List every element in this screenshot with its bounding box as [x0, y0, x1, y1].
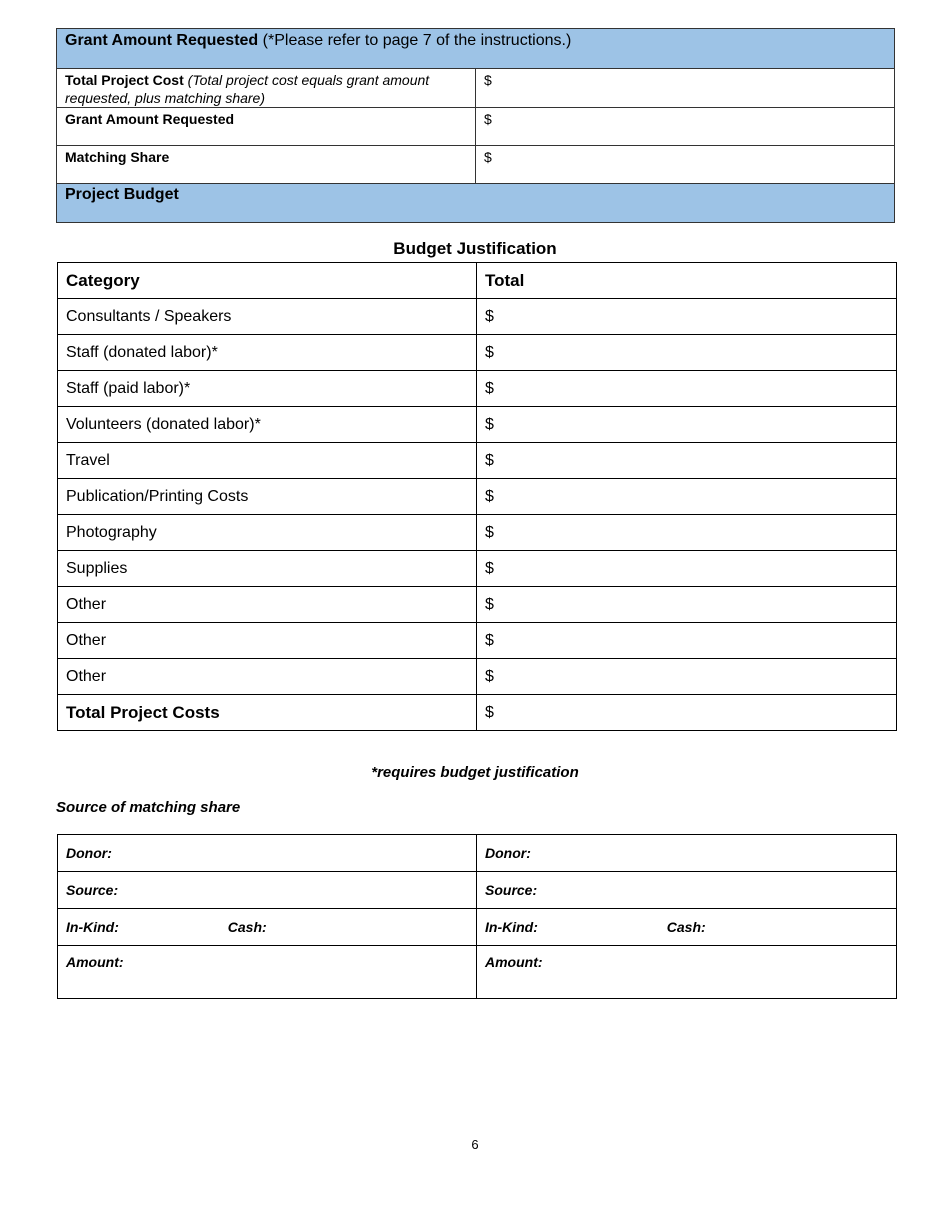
grant-header-note: (*Please refer to page 7 of the instructions.): [262, 32, 572, 49]
donor-field-2[interactable]: Donor:: [477, 835, 897, 872]
budget-footnote: *requires budget justification: [371, 764, 579, 781]
grant-amount-requested-field[interactable]: $: [476, 108, 895, 146]
source-field-2[interactable]: Source:: [477, 872, 897, 909]
category-cell: Other: [58, 659, 477, 695]
total-project-costs-field[interactable]: $: [477, 695, 897, 731]
page-number: 6: [471, 1137, 479, 1152]
total-field[interactable]: $: [477, 443, 897, 479]
total-field[interactable]: $: [477, 407, 897, 443]
category-cell: Photography: [58, 515, 477, 551]
table-row: [58, 515, 897, 551]
total-project-cost-note: (Total project cost equals grant amount requested, plus matching share): [65, 72, 430, 106]
total-field[interactable]: $: [477, 623, 897, 659]
inkind-label: In-Kind:: [485, 919, 538, 935]
total-project-costs-label: Total Project Costs: [58, 695, 477, 731]
amount-field-1[interactable]: Amount:: [58, 946, 477, 999]
category-cell: Consultants / Speakers: [58, 299, 477, 335]
cash-label: Cash:: [666, 919, 706, 935]
donor-field-1[interactable]: Donor:: [58, 835, 477, 872]
category-header: Category: [58, 263, 477, 299]
total-field[interactable]: $: [477, 587, 897, 623]
table-row: [58, 479, 897, 515]
category-cell: Staff (donated labor)*: [58, 335, 477, 371]
table-row: [58, 587, 897, 623]
source-field-1[interactable]: Source:: [58, 872, 477, 909]
inkind-label: In-Kind:: [66, 919, 119, 935]
total-field[interactable]: $: [477, 335, 897, 371]
total-field[interactable]: $: [477, 659, 897, 695]
grant-amount-requested-label: Grant Amount Requested: [57, 108, 476, 146]
category-cell: Publication/Printing Costs: [58, 479, 477, 515]
matching-share-table: [57, 834, 897, 999]
grant-header-title: Grant Amount Requested: [65, 32, 259, 49]
total-field[interactable]: $: [477, 551, 897, 587]
total-header: Total: [477, 263, 897, 299]
category-cell: Volunteers (donated labor)*: [58, 407, 477, 443]
total-field[interactable]: $: [477, 515, 897, 551]
total-project-cost-title: Total Project Cost: [65, 72, 184, 88]
table-header-row: [58, 263, 897, 299]
category-cell: Other: [58, 587, 477, 623]
table-row: [58, 551, 897, 587]
matching-source-title: Source of matching share: [56, 799, 241, 816]
matching-share-label: Matching Share: [57, 146, 476, 184]
matching-share-field[interactable]: $: [476, 146, 895, 184]
inkind-cash-field-1[interactable]: [58, 909, 477, 946]
table-row: [58, 623, 897, 659]
category-cell: Staff (paid labor)*: [58, 371, 477, 407]
cash-label: Cash:: [227, 919, 267, 935]
total-field[interactable]: $: [477, 479, 897, 515]
category-cell: Supplies: [58, 551, 477, 587]
total-project-cost-label: [57, 69, 476, 108]
category-cell: Other: [58, 623, 477, 659]
table-row: [58, 659, 897, 695]
grant-section-header: [57, 29, 895, 69]
table-row: [58, 443, 897, 479]
table-row: [58, 299, 897, 335]
table-row: [58, 407, 897, 443]
total-row: [58, 695, 897, 731]
total-field[interactable]: $: [477, 299, 897, 335]
amount-field-2[interactable]: Amount:: [477, 946, 897, 999]
project-budget-header: Project Budget: [57, 184, 895, 223]
inkind-cash-field-2[interactable]: [477, 909, 897, 946]
category-cell: Travel: [58, 443, 477, 479]
table-row: [58, 371, 897, 407]
budget-justification-table: [57, 262, 897, 731]
total-field[interactable]: $: [477, 371, 897, 407]
table-row: [58, 335, 897, 371]
grant-amount-table: [56, 28, 895, 223]
budget-justification-title: Budget Justification: [393, 239, 557, 258]
total-project-cost-field[interactable]: $: [476, 69, 895, 108]
